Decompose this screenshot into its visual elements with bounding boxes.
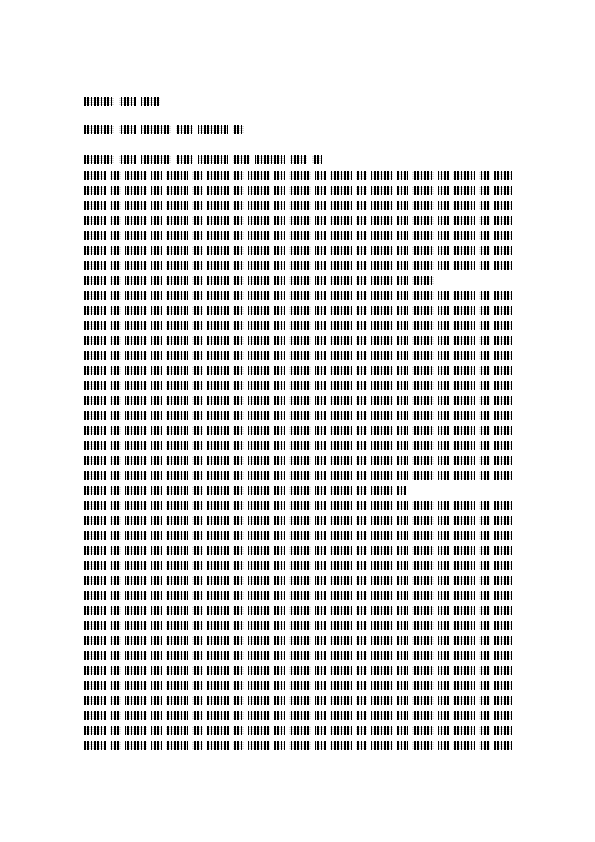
- illegible-text: [84, 501, 512, 510]
- text-line: [84, 591, 512, 600]
- text-line: [84, 366, 512, 375]
- text-line: [84, 561, 512, 570]
- illegible-text: [84, 246, 512, 255]
- text-line: [84, 546, 512, 555]
- illegible-text: [84, 621, 512, 630]
- text-line: [84, 516, 512, 525]
- illegible-text: [84, 201, 512, 210]
- text-line: [84, 576, 512, 585]
- illegible-text: [84, 411, 512, 420]
- illegible-text: [84, 97, 160, 106]
- illegible-text: [84, 321, 512, 330]
- illegible-text: [84, 155, 322, 164]
- text-line: [84, 621, 512, 630]
- text-line: [84, 261, 512, 270]
- illegible-text: [84, 711, 512, 720]
- text-line: [84, 216, 512, 225]
- illegible-text: [84, 186, 512, 195]
- text-line: [84, 486, 406, 495]
- illegible-text: [84, 261, 512, 270]
- illegible-text: [84, 651, 512, 660]
- text-line: [84, 471, 512, 480]
- illegible-text: [84, 441, 512, 450]
- text-line: [84, 711, 512, 720]
- text-line: [84, 381, 512, 390]
- text-line: [84, 306, 512, 315]
- illegible-text: [84, 471, 512, 480]
- text-line: [84, 351, 512, 360]
- text-line: [84, 276, 438, 285]
- text-line: [84, 411, 512, 420]
- text-line: [84, 336, 512, 345]
- illegible-text: [84, 636, 512, 645]
- illegible-text: [84, 726, 512, 735]
- illegible-text: [84, 576, 512, 585]
- illegible-text: [84, 741, 512, 750]
- illegible-text: [84, 426, 512, 435]
- illegible-text: [84, 561, 512, 570]
- text-line: [84, 531, 512, 540]
- illegible-text: [84, 231, 512, 240]
- text-line: [84, 666, 512, 675]
- text-line: [84, 696, 512, 705]
- text-line: [84, 681, 512, 690]
- illegible-text: [84, 351, 512, 360]
- illegible-text: [84, 546, 512, 555]
- text-line: [84, 246, 512, 255]
- illegible-text: [84, 531, 512, 540]
- illegible-text: [84, 666, 512, 675]
- text-line: [84, 291, 512, 300]
- text-line: [84, 201, 512, 210]
- illegible-text: [84, 171, 512, 180]
- text-line: [84, 396, 512, 405]
- illegible-text: [84, 456, 512, 465]
- illegible-text: [84, 276, 438, 285]
- illegible-text: [84, 681, 512, 690]
- text-line: [84, 426, 512, 435]
- illegible-text: [84, 396, 512, 405]
- illegible-text: [84, 306, 512, 315]
- illegible-text: [84, 125, 244, 134]
- text-line: [84, 636, 512, 645]
- illegible-text: [84, 516, 512, 525]
- document-subheader-line: [84, 125, 244, 134]
- section-heading: [84, 155, 322, 164]
- illegible-text: [84, 381, 512, 390]
- text-line: [84, 186, 512, 195]
- text-line: [84, 726, 512, 735]
- text-line: [84, 231, 512, 240]
- illegible-text: [84, 336, 512, 345]
- illegible-text: [84, 696, 512, 705]
- illegible-text: [84, 216, 512, 225]
- text-line: [84, 606, 512, 615]
- illegible-text: [84, 291, 512, 300]
- illegible-text: [84, 591, 512, 600]
- text-line: [84, 651, 512, 660]
- text-line: [84, 456, 512, 465]
- text-line: [84, 171, 512, 180]
- illegible-text: [84, 486, 406, 495]
- illegible-text: [84, 606, 512, 615]
- document-header-line: [84, 97, 160, 106]
- illegible-text: [84, 366, 512, 375]
- text-line: [84, 441, 512, 450]
- text-line: [84, 741, 512, 750]
- text-line: [84, 501, 512, 510]
- text-line: [84, 321, 512, 330]
